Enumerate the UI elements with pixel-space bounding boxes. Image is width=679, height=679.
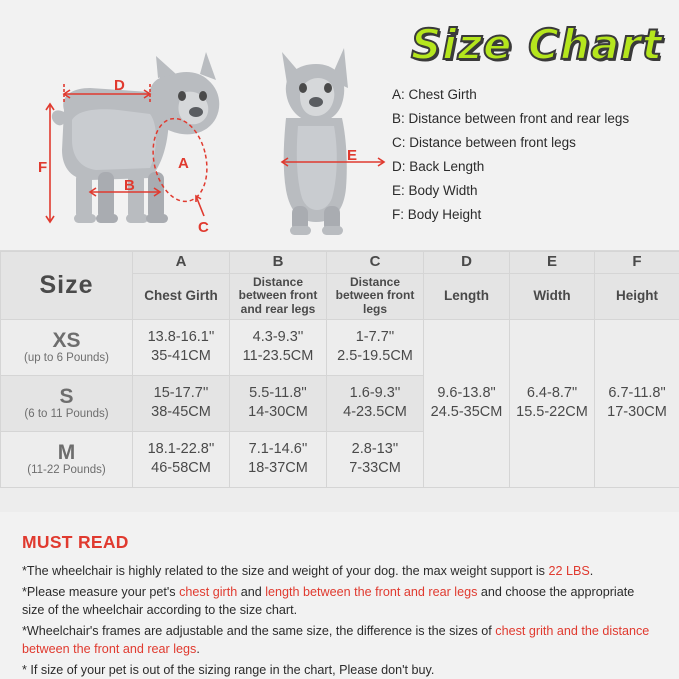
- fr-in-m: 7.1-14.6'': [248, 440, 308, 457]
- measure-F: [46, 104, 54, 222]
- length-cm: 24.5-35CM: [430, 404, 503, 421]
- label-C: C: [198, 219, 209, 236]
- label-B: B: [124, 177, 135, 194]
- legend-item-A: A: Chest Girth: [392, 87, 477, 102]
- legend-item-E: E: Body Width: [392, 183, 478, 198]
- fl-cm-xs: 2.5-19.5CM: [337, 348, 413, 365]
- row-size-xs: [1, 319, 133, 375]
- line1-text-b: .: [589, 564, 594, 578]
- size-label-xs: XS: [52, 328, 81, 352]
- header-front-rear: Distance between front and rear legs: [230, 273, 327, 319]
- must-read-line-3: [22, 623, 657, 658]
- fl-cm-s: 4-23.5CM: [343, 404, 407, 421]
- header-letter-D: D: [424, 252, 510, 274]
- fr-in-s: 5.5-11.8'': [249, 384, 307, 401]
- fr-cm-xs: 11-23.5CM: [242, 348, 314, 365]
- line1-text-a: *The wheelchair is highly related to the size and weight of your dog. the max weight support is: [22, 564, 549, 578]
- must-read-line-4: * If size of your pet is out of the sizing range in the chart, Please don't buy.: [22, 662, 435, 677]
- height-cm: 17-30CM: [607, 404, 667, 421]
- fr-cm-s: 14-30CM: [248, 404, 308, 421]
- header-chest-girth: Chest Girth: [133, 273, 230, 319]
- table-letter-row: [1, 252, 679, 274]
- chest-in-s: 15-17.7'': [153, 384, 209, 401]
- row-size-s: [1, 375, 133, 431]
- label-D: D: [114, 77, 125, 94]
- size-weight-m: (11-22 Pounds): [27, 464, 106, 477]
- line2-text-a: *Please measure your pet's: [22, 585, 180, 600]
- header-letter-B: B: [230, 252, 327, 274]
- size-table-container: [0, 250, 679, 512]
- size-weight-xs: (up to 6 Pounds): [23, 352, 110, 365]
- header-length: Length: [424, 273, 510, 319]
- cell-front-legs-xs: [327, 319, 424, 375]
- size-table: [0, 251, 679, 488]
- width-cm: 15.5-22CM: [516, 404, 588, 421]
- line2-highlight-1: chest girth: [179, 585, 238, 600]
- line3-highlight-1: chest grith and the distance: [495, 624, 650, 639]
- width-in: 6.4-8.7": [526, 384, 578, 401]
- cell-front-legs-s: [327, 375, 424, 431]
- table-corner-cell: [1, 252, 133, 320]
- fr-cm-m: 18-37CM: [248, 460, 308, 477]
- measure-C: [196, 196, 204, 216]
- row-size-m: [1, 431, 133, 487]
- size-label-s: S: [59, 384, 74, 408]
- line2-text-b: and choose the appropriate size: [22, 585, 635, 617]
- header-front-legs: Distance between front legs: [327, 273, 424, 319]
- header-height: Height: [595, 273, 679, 319]
- fl-in-m: 2.8-13'': [351, 440, 399, 457]
- header-section: [0, 0, 679, 250]
- legend-item-D: D: Back Length: [392, 159, 485, 174]
- fr-in-xs: 4.3-9.3'': [252, 328, 304, 345]
- line3-text-a: *Wheelchair's frames are adjustable and the same size, the difference is the sizes of: [22, 624, 496, 639]
- dog-measurement-diagram: [0, 0, 392, 250]
- cell-width-merged: [510, 319, 595, 487]
- size-weight-s: (6 to 11 Pounds): [24, 408, 109, 421]
- legend-item-F: F: Body Height: [392, 207, 482, 222]
- label-E: E: [347, 147, 358, 164]
- label-F: F: [38, 159, 48, 176]
- table-row: [1, 319, 679, 375]
- label-A: A: [178, 155, 189, 172]
- chest-in-m: 18.1-22.8'': [147, 440, 215, 457]
- cell-front-legs-m: [327, 431, 424, 487]
- header-letter-E: E: [510, 252, 595, 274]
- size-label-m: M: [57, 440, 76, 464]
- cell-height-merged: [595, 319, 679, 487]
- cell-front-rear-s: [230, 375, 327, 431]
- header-letter-F: F: [595, 252, 679, 274]
- cell-chest-xs: [133, 319, 230, 375]
- height-in: 6.7-11.8": [608, 384, 666, 401]
- chest-cm-xs: 35-41CM: [151, 348, 211, 365]
- header-letter-A: A: [133, 252, 230, 274]
- legend-item-B: B: Distance between front and rear legs: [392, 111, 630, 126]
- line2-text-c: of the wheelchair according to the size chart.: [47, 602, 298, 617]
- line3-text-b: .: [196, 641, 200, 656]
- dog-side-view: [52, 52, 219, 223]
- page-title: Size Chart: [410, 20, 663, 69]
- fl-in-s: 1.6-9.3'': [349, 384, 401, 401]
- line2-highlight-2: length between the front and rear legs: [265, 585, 478, 600]
- cell-chest-s: [133, 375, 230, 431]
- cell-length-merged: [424, 319, 510, 487]
- fl-cm-m: 7-33CM: [349, 460, 401, 477]
- chest-cm-s: 38-45CM: [151, 404, 211, 421]
- legend-item-C: C: Distance between front legs: [392, 135, 576, 150]
- cell-front-rear-m: [230, 431, 327, 487]
- must-read-line-2: [22, 584, 657, 619]
- legend-list: [392, 88, 677, 232]
- table-corner-label: Size: [39, 270, 94, 299]
- must-read-line-1: [22, 563, 657, 580]
- chest-cm-m: 46-58CM: [151, 460, 211, 477]
- line2-text-mid: and: [237, 585, 266, 600]
- must-read-section: [0, 518, 679, 679]
- cell-chest-m: [133, 431, 230, 487]
- fl-in-xs: 1-7.7'': [355, 328, 395, 345]
- header-letter-C: C: [327, 252, 424, 274]
- dog-front-view: [282, 48, 348, 235]
- diagram-svg: [0, 0, 392, 250]
- line3-highlight-2: between the front and rear legs: [22, 641, 197, 656]
- cell-front-rear-xs: [230, 319, 327, 375]
- header-width: Width: [510, 273, 595, 319]
- length-in: 9.6-13.8": [437, 384, 496, 401]
- must-read-heading: MUST READ: [22, 532, 129, 552]
- line1-highlight: 22 LBS: [548, 564, 590, 578]
- chest-in-xs: 13.8-16.1'': [147, 328, 215, 345]
